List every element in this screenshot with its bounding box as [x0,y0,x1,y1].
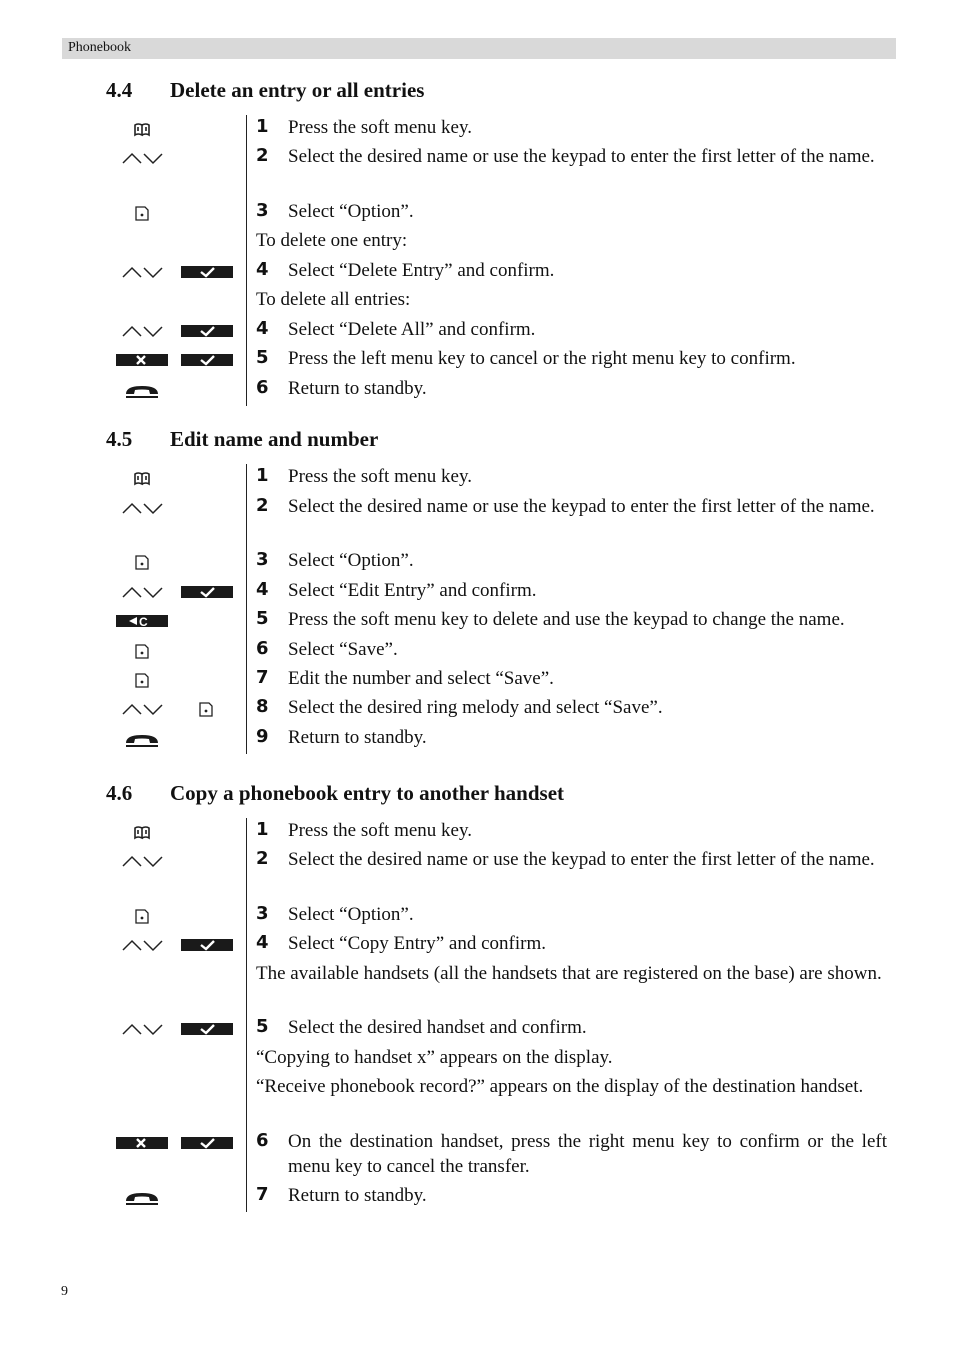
section-title [106,78,424,103]
page-number: 9 [61,1284,68,1299]
option-key-icon [117,552,167,572]
step-text: Select “Delete All” and confirm. [288,319,536,340]
up-down-arrows-icon [117,699,167,719]
step-number: 6 [256,377,269,398]
step-number: 3 [256,903,269,924]
step-number: 7 [256,1184,269,1205]
step-number: 3 [256,200,269,221]
step-text: Return to standby. [288,1185,427,1206]
step-divider-line [246,818,247,1212]
step-number: 9 [256,726,269,747]
confirm-key-icon [181,584,233,600]
end-call-icon [117,1187,167,1207]
confirm-key-icon [181,1135,233,1151]
end-call-icon [117,729,167,749]
confirm-key-icon [181,323,233,339]
section-number: 4.4 [106,78,133,102]
section-title [106,781,564,806]
up-down-arrows-icon [117,582,167,602]
section-number: 4.5 [106,427,133,451]
section-title [106,427,378,452]
step-number: 4 [256,932,269,953]
step-text: On the destination handset, press the right menu key to confirm or the left menu key to cancel the transfer. [288,1131,887,1177]
step-divider-line [246,464,247,754]
cancel-key-icon [116,352,168,368]
step-number: 4 [256,579,269,600]
step-text: Select “Option”. [288,904,414,925]
step-text: Press the left menu key to cancel or the right menu key to confirm. [288,348,796,369]
note-text: To delete all entries: [256,289,411,310]
step-text: Select the desired ring melody and select “Save”. [288,697,663,718]
step-text: Return to standby. [288,378,427,399]
step-text: Select the desired name or use the keypad to enter the first letter of the name. [288,849,875,870]
up-down-arrows-icon [117,321,167,341]
option-key-icon [117,641,167,661]
step-number: 2 [256,848,269,869]
note-text: “Receive phonebook record?” appears on the display of the destination handset. [256,1076,864,1097]
option-key-icon [117,203,167,223]
up-down-arrows-icon [117,498,167,518]
step-number: 6 [256,638,269,659]
section-heading-text: Delete an entry or all entries [170,78,425,102]
running-header [62,38,896,59]
svg-text:C: C [139,615,148,629]
phonebook-icon [117,822,167,842]
step-number: 5 [256,1016,269,1037]
note-text: “Copying to handset x” appears on the display. [256,1047,613,1068]
header-title: Phonebook [68,40,131,55]
step-divider-line [246,115,247,406]
step-text: Press the soft menu key to delete and use the keypad to change the name. [288,609,845,630]
step-number: 2 [256,495,269,516]
step-number: 1 [256,465,269,486]
confirm-key-icon [181,352,233,368]
step-text: Press the soft menu key. [288,466,472,487]
step-number: 1 [256,116,269,137]
cancel-key-icon [116,1135,168,1151]
step-number: 6 [256,1130,269,1151]
section-number: 4.6 [106,781,133,805]
step-number: 8 [256,696,269,717]
phonebook-icon [117,468,167,488]
step-text: Select the desired name or use the keypad to enter the first letter of the name. [288,496,875,517]
step-text: Edit the number and select “Save”. [288,668,554,689]
section-heading-text: Edit name and number [170,427,379,451]
step-text: Select the desired handset and confirm. [288,1017,587,1038]
step-text: Select “Option”. [288,201,414,222]
end-call-icon [117,380,167,400]
option-key-icon [117,670,167,690]
step-number: 3 [256,549,269,570]
step-number: 4 [256,318,269,339]
step-text: Select “Copy Entry” and confirm. [288,933,547,954]
section-heading-text: Copy a phonebook entry to another handset [170,781,565,805]
confirm-key-icon [181,937,233,953]
confirm-key-icon [181,1021,233,1037]
up-down-arrows-icon [117,1019,167,1039]
step-number: 4 [256,259,269,280]
step-text: Press the soft menu key. [288,117,472,138]
up-down-arrows-icon [117,262,167,282]
step-number: 7 [256,667,269,688]
step-number: 5 [256,347,269,368]
note-text: To delete one entry: [256,230,408,251]
step-number: 1 [256,819,269,840]
step-text: Select “Save”. [288,639,398,660]
step-text: Select “Edit Entry” and confirm. [288,580,537,601]
up-down-arrows-icon [117,935,167,955]
up-down-arrows-icon [117,851,167,871]
step-text: Select “Option”. [288,550,414,571]
confirm-key-icon [181,264,233,280]
phonebook-icon [117,119,167,139]
step-text: Select the desired name or use the keypad to enter the first letter of the name. [288,146,875,167]
option-key-icon [181,699,231,719]
backspace-key-icon [116,613,168,629]
step-number: 5 [256,608,269,629]
note-text: The available handsets (all the handsets that are registered on the base) are shown. [256,963,882,984]
option-key-icon [117,906,167,926]
step-text: Select “Delete Entry” and confirm. [288,260,555,281]
step-text: Press the soft menu key. [288,820,472,841]
up-down-arrows-icon [117,148,167,168]
step-text: Return to standby. [288,727,427,748]
step-number: 2 [256,145,269,166]
